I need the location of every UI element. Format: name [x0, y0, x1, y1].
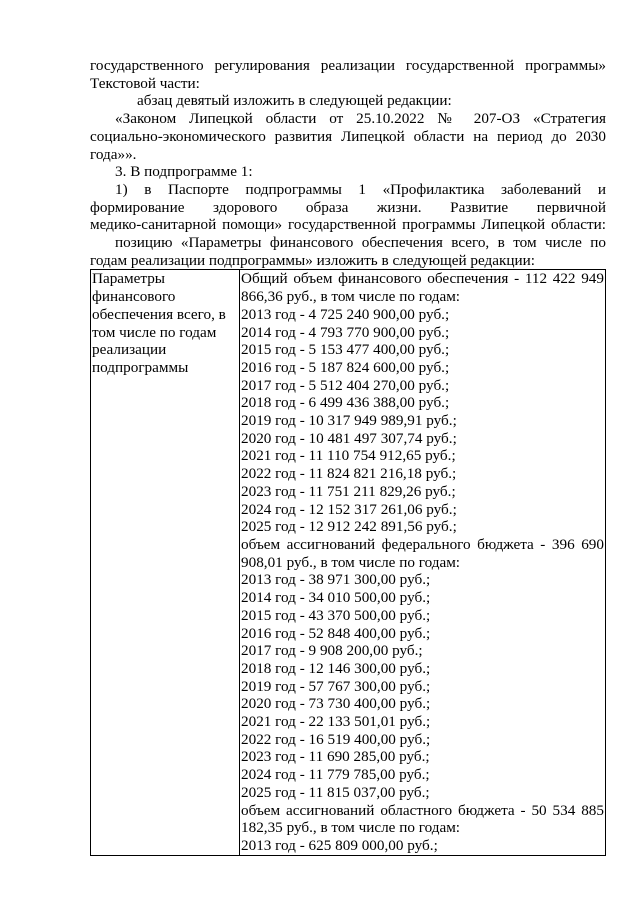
cell-line: 2019 год - 10 317 949 989,91 руб.;	[241, 412, 457, 430]
intro-line: годам реализации подпрограммы» изложить в следующей редакции:	[90, 251, 535, 269]
cell-line: 2022 год - 16 519 400,00 руб.;	[241, 730, 431, 748]
cell-line: 2021 год - 11 110 754 912,65 руб.;	[241, 447, 456, 465]
cell-line: 2018 год - 6 499 436 388,00 руб.;	[241, 394, 450, 412]
cell-line: 2025 год - 11 815 037,00 руб.;	[241, 783, 430, 801]
cell-line: реализации	[92, 341, 167, 359]
intro-line: государственного регулирования реализации государственной программы»	[90, 57, 606, 74]
cell-line: 908,01 руб., в том числе по годам:	[241, 553, 461, 571]
cell-line: обеспечения всего, в	[92, 305, 226, 323]
cell-line: 2014 год - 4 793 770 900,00 руб.;	[241, 323, 450, 341]
intro-line: «Законом Липецкой области от 25.10.2022 № 207-ОЗ «Стратегия	[115, 110, 606, 128]
intro-line: позицию «Параметры финансового обеспечения всего, в том числе по	[115, 234, 606, 252]
cell-line: 2024 год - 12 152 317 261,06 руб.;	[241, 500, 457, 518]
cell-line: 2013 год - 4 725 240 900,00 руб.;	[241, 305, 450, 323]
cell-line: том числе по годам	[92, 323, 217, 341]
cell-line: 2017 год - 5 512 404 270,00 руб.;	[241, 376, 450, 394]
intro-line: медико-санитарной помощи» государственной программы Липецкой области:	[90, 216, 606, 234]
intro-line: Текстовой части:	[90, 74, 200, 92]
cell-line: 2022 год - 11 824 821 216,18 руб.;	[241, 465, 457, 483]
parameter-name-cell	[91, 270, 240, 855]
intro-line: 3. В подпрограмме 1:	[115, 163, 253, 181]
cell-line: 2013 год - 625 809 000,00 руб.;	[241, 836, 438, 854]
intro-line: абзац девятый изложить в следующей редакции:	[137, 92, 452, 110]
cell-line: объем ассигнований областного бюджета - 50 534 885	[241, 801, 604, 819]
cell-line: 2018 год - 12 146 300,00 руб.;	[241, 659, 431, 677]
cell-line: 2015 год - 43 370 500,00 руб.;	[241, 606, 431, 624]
financing-parameters-table	[90, 269, 606, 855]
cell-line: 2020 год - 10 481 497 307,74 руб.;	[241, 429, 457, 447]
cell-line: 2020 год - 73 730 400,00 руб.;	[241, 695, 431, 713]
cell-line: объем ассигнований федерального бюджета - 396 690	[241, 535, 604, 553]
document-page	[90, 57, 606, 856]
cell-line: 182,35 руб., в том числе по годам:	[241, 819, 461, 837]
cell-line: 2017 год - 9 908 200,00 руб.;	[241, 642, 423, 660]
intro-line: года»».	[90, 145, 137, 163]
cell-line: финансового	[92, 288, 176, 306]
cell-line: 2016 год - 52 848 400,00 руб.;	[241, 624, 431, 642]
cell-line: 2014 год - 34 010 500,00 руб.;	[241, 589, 431, 607]
cell-line: 2025 год - 12 912 242 891,56 руб.;	[241, 518, 457, 536]
cell-line: 2021 год - 22 133 501,01 руб.;	[241, 713, 431, 731]
intro-line: 1) в Паспорте подпрограммы 1 «Профилактика заболеваний и	[115, 180, 606, 198]
cell-line: 2015 год - 5 153 477 400,00 руб.;	[241, 341, 450, 359]
cell-line: 2023 год - 11 751 211 829,26 руб.;	[241, 482, 456, 500]
cell-line: 866,36 руб., в том числе по годам:	[241, 288, 461, 306]
intro-line: формирование здорового образа жизни. Развитие первичной	[90, 198, 606, 216]
cell-line: подпрограммы	[92, 358, 189, 376]
cell-line: Параметры	[92, 270, 166, 288]
parameter-value-cell	[240, 270, 606, 855]
cell-line: Общий объем финансового обеспечения - 112 422 949	[241, 270, 604, 288]
cell-line: 2019 год - 57 767 300,00 руб.;	[241, 677, 431, 695]
cell-line: 2013 год - 38 971 300,00 руб.;	[241, 571, 431, 589]
intro-line: социально-экономического развития Липецкой области на период до 2030	[90, 127, 606, 145]
table-row	[91, 270, 606, 855]
cell-line: 2024 год - 11 779 785,00 руб.;	[241, 766, 430, 784]
cell-line: 2023 год - 11 690 285,00 руб.;	[241, 748, 430, 766]
cell-line: 2016 год - 5 187 824 600,00 руб.;	[241, 358, 450, 376]
